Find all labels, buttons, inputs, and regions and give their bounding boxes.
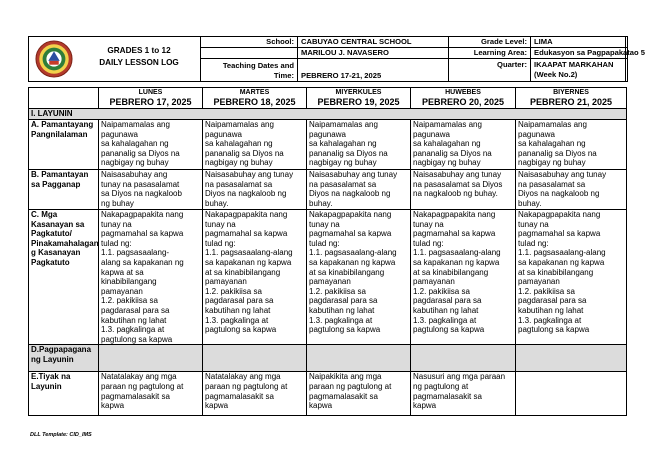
table-cell: Nakapagpapakita nang tunay na pagmamahal sa kapwa tulad ng: 1.1. pagsasaalang-alang sa kapakanan ng kapwa at sa kinabibilangang pamayanan 1.2. pakikiisa sa pagdarasal para sa kabutihan ng lahat 1.3. pagkalinga at pagtulong sa kapwa bbox=[203, 210, 307, 345]
learning-area-value: Edukasyon sa Pagpapakatao 5 bbox=[530, 47, 628, 59]
teaching-dates-value: PEBRERO 17-21, 2025 bbox=[297, 58, 449, 82]
template-footer: DLL Template: CID_IMS bbox=[30, 432, 92, 438]
school-value: CABUYAO CENTRAL SCHOOL bbox=[297, 36, 449, 48]
school-label: School: bbox=[200, 36, 298, 48]
table-row bbox=[29, 372, 627, 416]
row-label-pamantayang-pangnilalaman: A. Pamantayang Pangnilalaman bbox=[29, 120, 99, 170]
title-line-2: DAILY LESSON LOG bbox=[99, 58, 179, 67]
quarter-value bbox=[530, 58, 628, 82]
day-header-monday: LUNES PEBRERO 17, 2025 bbox=[99, 88, 203, 109]
table-cell: Naisasabuhay ang tunay na pasasalamat sa Diyos na nagkaloob ng buhay bbox=[99, 170, 203, 210]
table-row bbox=[29, 120, 627, 170]
day-header-tuesday: MARTES PEBRERO 18, 2025 bbox=[203, 88, 307, 109]
table-cell: Naipamamalas ang pagunawa sa kahalagahan ng pananalig sa Diyos na nagbigay ng buhay bbox=[99, 120, 203, 170]
table-cell: Nasusuri ang mga paraan ng pagtulong at pagmamalasakit sa kapwa bbox=[411, 372, 516, 416]
quarter-label: Quarter: bbox=[448, 58, 531, 82]
day-header-row bbox=[29, 88, 627, 109]
table-cell: Natatalakay ang mga paraan ng pagtulong at pagmamalasakit sa kapwa bbox=[203, 372, 307, 416]
teaching-dates-label-line-1: Teaching Dates and bbox=[222, 61, 294, 70]
table-cell bbox=[516, 372, 627, 416]
table-cell: Natatalakay ang mga paraan ng pagtulong at pagmamalasakit sa kapwa bbox=[99, 372, 203, 416]
lesson-log-table bbox=[28, 87, 627, 416]
layunin-section-row bbox=[29, 109, 627, 120]
row-label-mga-kasanayan: C. Mga Kasanayan sa Pagkatuto/ Pinakamahalagan g Kasanayan Pagkatuto bbox=[29, 210, 99, 345]
table-row bbox=[29, 210, 627, 345]
table-cell: Naisasabuhay ang tunay na pasasalamat sa Diyos na nagkaloob ng buhay. bbox=[411, 170, 516, 210]
grade-level-value: LIMA bbox=[530, 36, 628, 48]
table-cell: Naipamamalas ang pagunawa sa kahalagahan ng pananalig sa Diyos na nagbigay ng buhay bbox=[411, 120, 516, 170]
layunin-heading: I. LAYUNIN bbox=[29, 109, 627, 120]
table-cell bbox=[411, 345, 516, 372]
row-label-pagpapagana-ng-layunin: D.Pagpapagana ng Layunin bbox=[29, 345, 99, 372]
row-label-tiyak-na-layunin: E.Tiyak na Layunin bbox=[29, 372, 99, 416]
table-cell bbox=[516, 345, 627, 372]
quarter-value-line-1: IKAAPAT MARKAHAN bbox=[534, 60, 614, 69]
deped-seal-icon bbox=[35, 40, 73, 78]
teaching-dates-label-line-2: Time: bbox=[273, 71, 294, 80]
learning-area-label: Learning Area: bbox=[448, 47, 531, 59]
table-cell: Naisasabuhay ang tunay na pasasalamat sa Diyos na nagkaloob ng buhay. bbox=[516, 170, 627, 210]
day-header-thursday: HUWEBES PEBRERO 20, 2025 bbox=[411, 88, 516, 109]
title-line-1: GRADES 1 to 12 bbox=[107, 46, 171, 55]
table-cell: Naipakikita ang mga paraan ng pagtulong at pagmamalasakit sa kapwa bbox=[307, 372, 411, 416]
corner-cell bbox=[29, 88, 99, 109]
table-cell: Naipamamalas ang pagunawa sa kahalagahan ng pananalig sa Diyos na nagbigay ng buhay bbox=[307, 120, 411, 170]
day-header-wednesday: MIYERKULES PEBRERO 19, 2025 bbox=[307, 88, 411, 109]
table-cell: Naipamamalas ang pagunawa sa kahalagahan ng pananalig sa Diyos na nagbigay ng buhay bbox=[516, 120, 627, 170]
table-row bbox=[29, 345, 627, 372]
quarter-value-line-2: (Week No.2) bbox=[534, 70, 578, 79]
table-cell: Nakapagpapakita nang tunay na pagmamahal sa kapwa tulad ng: 1.1. pagsasaalang-alang sa kapakanan ng kapwa at sa kinabibilangang pamayanan 1.2. pakikiisa sa pagdarasal para sa kabutihan ng lahat 1.3. pagkalinga at pagtulong sa kapwa bbox=[307, 210, 411, 345]
table-cell bbox=[203, 345, 307, 372]
table-cell bbox=[99, 345, 203, 372]
table-cell: Naisasabuhay ang tunay na pasasalamat sa Diyos na nagkaloob ng buhay. bbox=[307, 170, 411, 210]
table-cell: Naisasabuhay ang tunay na pasasalamat sa Diyos na nagkaloob ng buhay. bbox=[203, 170, 307, 210]
grade-level-label: Grade Level: bbox=[448, 36, 531, 48]
row-label-pamantayan-sa-pagganap: B. Pamantayan sa Pagganap bbox=[29, 170, 99, 210]
table-cell bbox=[307, 345, 411, 372]
table-cell: Nakapagpapakita nang tunay na pagmamahal sa kapwa tulad ng: 1.1. pagsasaalang-alang sa kapakanan ng kapwa at sa kinabibilangang pamayanan 1.2. pakikiisa sa pagdarasal para sa kabutihan ng lahat 1.3. pagkalinga at pagtulong sa kapwa bbox=[516, 210, 627, 345]
log-title bbox=[89, 45, 189, 69]
day-header-friday: BIYERNES PEBRERO 21, 2025 bbox=[516, 88, 627, 109]
table-cell: Nakapagpapakita nang tunay na pagmamahal sa kapwa tulad ng: 1.1. pagsasaalang- alang sa kapakanan ng kapwa at sa kinabibilangang pamayanan 1.2. pakikiisa sa pagdarasal para sa kabutihan ng lahat 1.3. pagkalinga at pagtulong sa kapwa bbox=[99, 210, 203, 345]
table-cell: Nakapagpapakita nang tunay na pagmamahal sa kapwa tulad ng: 1.1. pagsasaalang-alang sa kapakanan ng kapwa at sa kinabibilangang pamayanan 1.2. pakikiisa sa pagdarasal para sa kabutihan ng lahat 1.3. pagkalinga at pagtulong sa kapwa bbox=[411, 210, 516, 345]
header-block bbox=[28, 36, 645, 82]
table-row bbox=[29, 170, 627, 210]
table-cell: Naipamamalas ang pagunawa sa kahalagahan ng pananalig sa Diyos na nagbigay ng buhay bbox=[203, 120, 307, 170]
teacher-value: MARILOU J. NAVASERO bbox=[297, 47, 449, 59]
teaching-dates-label bbox=[200, 58, 298, 82]
